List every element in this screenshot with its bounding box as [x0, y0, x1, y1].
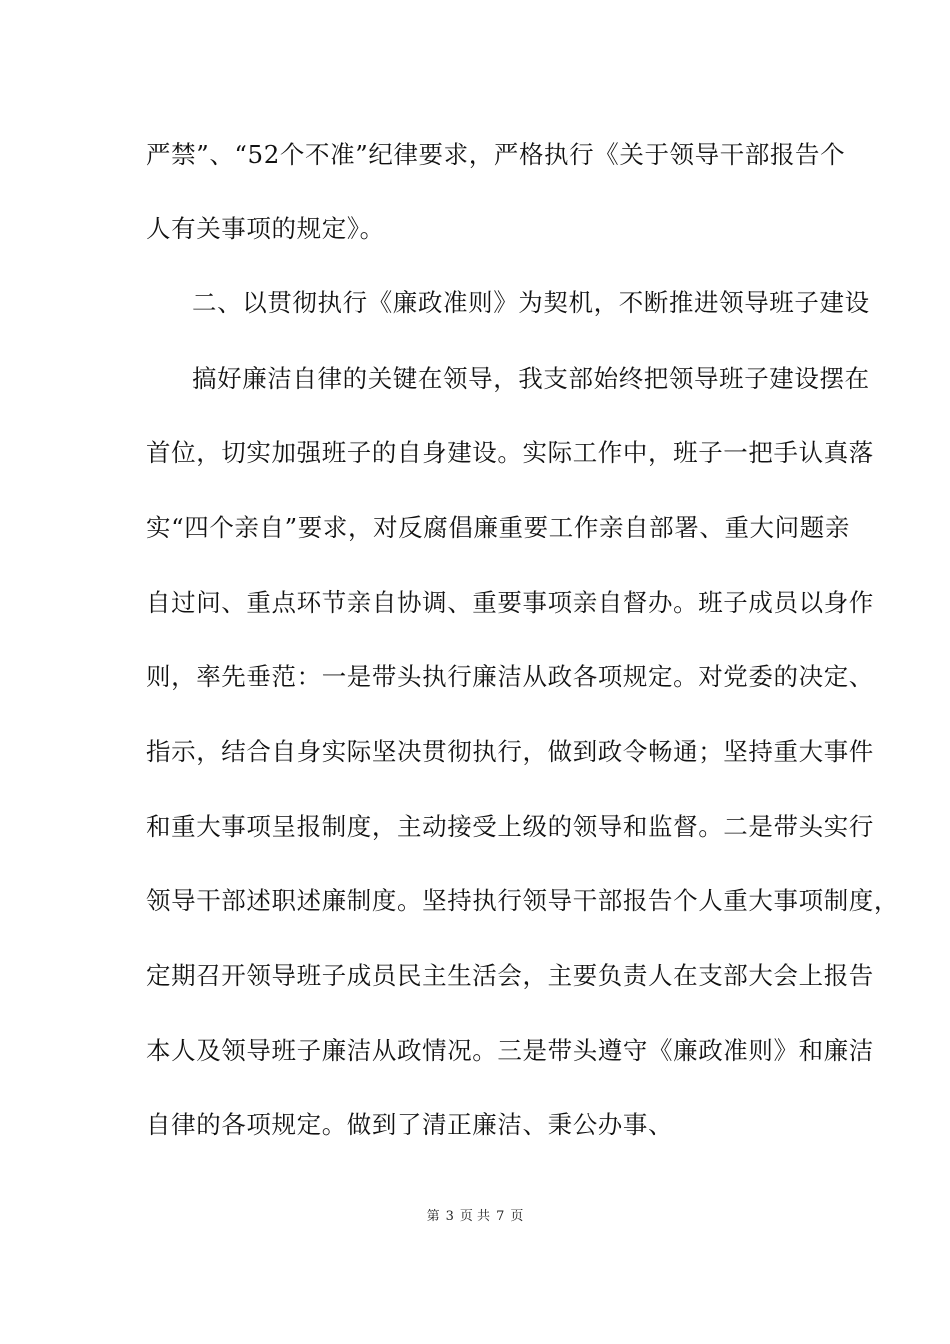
page-end: 页 [510, 1209, 524, 1224]
text-line: 则，率先垂范：一是带头执行廉洁从政各项规定。对党委的决定、 [146, 662, 874, 691]
text-line: 领导干部述职述廉制度。坚持执行领导干部报告个人重大事项制度， [146, 886, 899, 915]
page-total: 7 [496, 1209, 505, 1224]
text-line: 和重大事项呈报制度，主动接受上级的领导和监督。二是带头实行 [146, 812, 874, 841]
text-line: 自律的各项规定。做到了清正廉洁、秉公办事、 [146, 1110, 674, 1139]
page-footer [0, 1208, 950, 1226]
section-heading: 二、以贯彻执行《廉政准则》为契机，不断推进领导班子建设 [192, 288, 870, 317]
page-mid: 页 共 [459, 1209, 491, 1224]
text-line: 指示，结合自身实际坚决贯彻执行，做到政令畅通；坚持重大事件 [146, 737, 874, 766]
text-line: 首位，切实加强班子的自身建设。实际工作中，班子一把手认真落 [146, 438, 874, 467]
page-current: 3 [445, 1209, 454, 1224]
text-line: 本人及领导班子廉洁从政情况。三是带头遵守《廉政准则》和廉洁 [146, 1036, 874, 1065]
text-line: 严禁”、“52个不准”纪律要求，严格执行《关于领导干部报告个 [146, 140, 846, 169]
page-label: 第 [426, 1209, 440, 1224]
text-line: 实“四个亲自”要求，对反腐倡廉重要工作亲自部署、重大问题亲 [146, 513, 850, 542]
text-line: 定期召开领导班子成员民主生活会，主要负责人在支部大会上报告 [146, 961, 874, 990]
text-line: 搞好廉洁自律的关键在领导，我支部始终把领导班子建设摆在 [192, 364, 870, 393]
text-line: 人有关事项的规定》。 [146, 214, 385, 243]
text-line: 自过问、重点环节亲自协调、重要事项亲自督办。班子成员以身作 [146, 588, 874, 617]
